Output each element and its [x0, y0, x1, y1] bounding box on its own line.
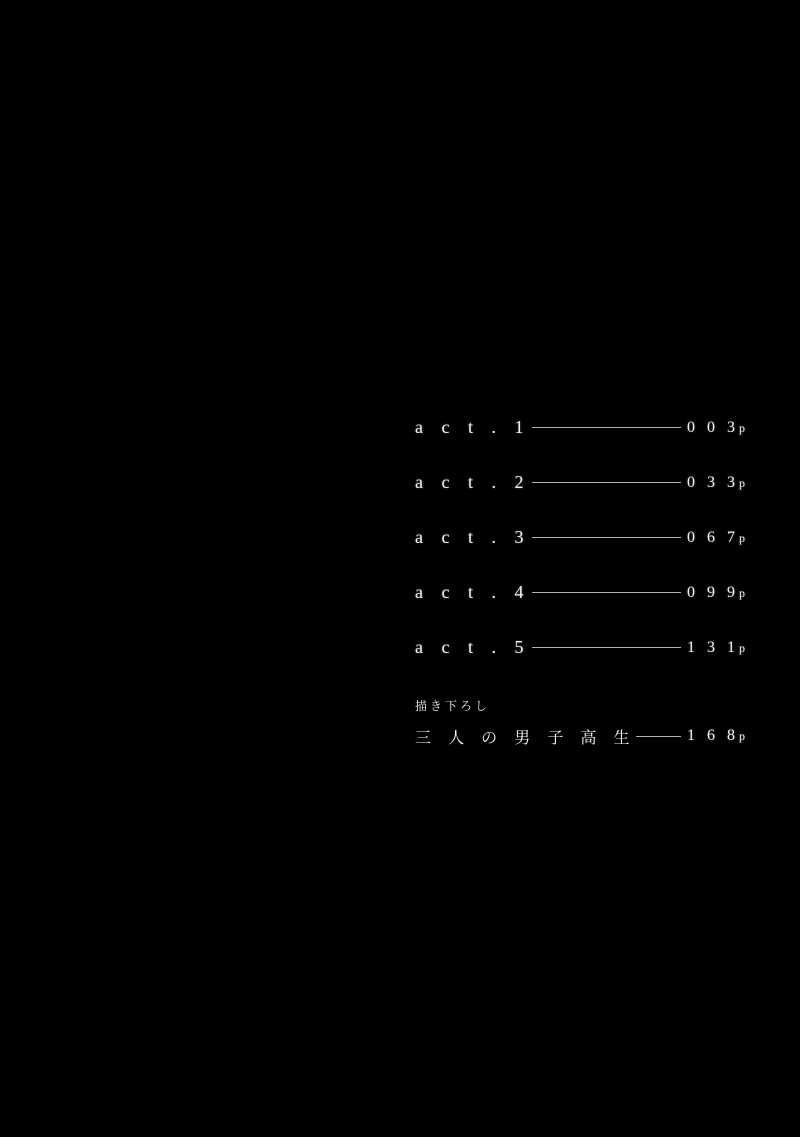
contents-entry-page: 0 6 7p	[687, 528, 745, 546]
contents-entry-page: 1 3 1p	[687, 638, 745, 656]
contents-entry-label: a c t . 4	[415, 582, 531, 602]
contents-entry-label: a c t . 3	[415, 527, 531, 547]
contents-entry[interactable]	[415, 510, 745, 565]
contents-entry-page: 0 3 3p	[687, 473, 745, 491]
contents-entry[interactable]	[415, 455, 745, 510]
bonus-page: 1 6 8p	[687, 727, 745, 744]
contents-entry[interactable]	[415, 620, 745, 675]
contents-entry-label: a c t . 5	[415, 637, 531, 657]
contents-entry-label: a c t . 1	[415, 417, 531, 437]
leader-line	[636, 736, 681, 737]
leader-line	[532, 427, 681, 428]
contents-entry-label: a c t . 2	[415, 472, 531, 492]
leader-line	[532, 482, 681, 483]
contents-entry[interactable]	[415, 565, 745, 620]
contents-entry-page: 0 9 9p	[687, 583, 745, 601]
contents-list	[415, 400, 745, 750]
bonus-kicker: 描き下ろし	[415, 699, 491, 713]
leader-line	[532, 537, 681, 538]
contents-entry[interactable]	[415, 400, 745, 455]
bonus-entry[interactable]	[415, 697, 745, 750]
leader-line	[532, 647, 681, 648]
leader-line	[532, 592, 681, 593]
contents-entry-page: 0 0 3p	[687, 418, 745, 436]
bonus-title: 三 人 の 男 子 高 生	[415, 727, 636, 747]
